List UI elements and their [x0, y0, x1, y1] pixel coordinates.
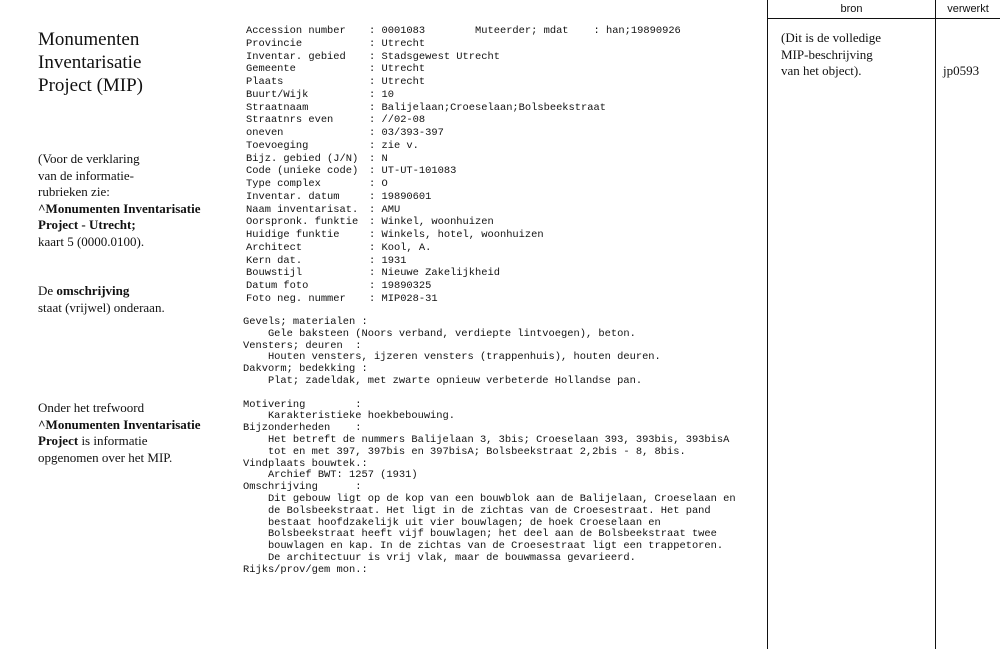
field-label: Kern dat.	[246, 254, 303, 267]
field-value: zie v.	[381, 139, 419, 152]
field-value: AMU	[381, 203, 401, 216]
section-line: Bolsbeekstraat heeft vijf bouwlagen; het deel aan de Bolsbeekstraat twee	[243, 528, 717, 541]
bron-text	[781, 30, 931, 80]
fields-block	[246, 25, 681, 306]
section-line: Omschrijving :	[243, 481, 362, 494]
field-value: 1931	[381, 254, 407, 267]
note-line: (Voor de verklaring	[38, 151, 140, 166]
field-value: //02-08	[381, 114, 426, 127]
field-row	[246, 38, 681, 51]
note-text-bold: omschrijving	[56, 283, 130, 298]
left-column	[38, 28, 238, 97]
field-label: Datum foto	[246, 280, 309, 292]
field-label: Straatnaam	[246, 101, 309, 114]
field-value: N	[381, 152, 388, 165]
section-line: Plat; zadeldak, met zwarte opnieuw verbeterde Hollandse pan.	[243, 374, 643, 387]
note-explanation	[38, 151, 238, 250]
field-separator: :	[369, 114, 382, 127]
section-line: Karakteristieke hoekbebouwing.	[243, 410, 456, 423]
field-value: Stadsgewest Utrecht	[381, 50, 500, 63]
field-value: Utrecht	[381, 76, 426, 88]
field-row	[246, 140, 681, 153]
header-divider	[767, 18, 1000, 19]
field-row	[246, 89, 681, 102]
field-value: Utrecht	[381, 37, 426, 50]
field-label: Buurt/Wijk	[246, 88, 309, 101]
field-value: 19890325	[381, 280, 432, 292]
note-trefwoord	[38, 400, 238, 466]
field-separator: :	[369, 37, 382, 50]
field-row	[246, 242, 681, 255]
section-line: Het betreft de nummers Balijelaan 3, 3bis; Croeselaan 393, 393bis, 393bisA	[243, 433, 730, 446]
field-label: Inventar. datum	[246, 190, 340, 203]
field-label: Bijz. gebied (J/N)	[246, 152, 359, 165]
section-line: Dakvorm; bedekking :	[243, 363, 368, 376]
field-row	[246, 25, 681, 38]
note-text: is informatie	[78, 433, 148, 448]
field-row	[246, 293, 681, 306]
title-line: Inventarisatie	[38, 52, 142, 73]
field-value: Winkels, hotel, woonhuizen	[381, 229, 544, 241]
note-text: De	[38, 283, 57, 298]
field-label: Type complex	[246, 178, 321, 190]
field-row	[246, 127, 681, 140]
section-line: Motivering :	[243, 398, 362, 411]
field-label: Naam inventarisat.	[246, 203, 359, 216]
note-line-bold: ^Monumenten Inventarisatie	[38, 416, 201, 432]
field-separator: :	[369, 267, 382, 280]
field-separator: :	[369, 190, 382, 203]
field-value: Winkel, woonhuizen	[381, 216, 494, 229]
field-label: Oorspronk. funktie	[246, 216, 359, 229]
section-line: de Bolsbeekstraat. Het ligt in de zichtas van de Croesestraat. Het pand	[243, 504, 711, 517]
field-row	[246, 153, 681, 166]
field-separator: :	[369, 152, 382, 165]
note-line: staat (vrijwel) onderaan.	[38, 299, 165, 315]
field-value: O	[381, 178, 388, 190]
field-separator: :	[369, 25, 382, 37]
field-row	[246, 178, 681, 191]
note-text-bold: Project	[38, 433, 79, 448]
column-divider	[767, 0, 768, 649]
field-separator: :	[369, 203, 382, 216]
field-value: 03/393-397	[381, 127, 444, 139]
field-separator: :	[369, 101, 382, 114]
bron-header: bron	[840, 3, 863, 15]
section-line: tot en met 397, 397bis en 397bisA; Bolsbeekstraat 2,2bis - 8, 8bis.	[243, 445, 686, 458]
field-value: Balijelaan;Croeselaan;Bolsbeekstraat	[381, 101, 606, 114]
section-line: Vindplaats bouwtek.:	[243, 457, 368, 470]
note-line: kaart 5 (0000.0100).	[38, 233, 145, 249]
note-omschrijving	[38, 283, 238, 316]
field-separator: :	[369, 241, 382, 254]
field-value: MIP028-31	[381, 292, 438, 305]
field-separator: :	[369, 139, 382, 152]
field-value: Nieuwe Zakelijkheid	[381, 267, 500, 280]
field-value: 10	[381, 88, 394, 101]
field-row	[246, 165, 681, 178]
section-line: Archief BWT: 1257 (1931)	[243, 469, 418, 482]
section-line: Vensters; deuren :	[243, 339, 362, 352]
note-line: van de informatie-	[38, 167, 135, 183]
field-value: 0001083 Muteerder; mdat : han;19890926	[381, 25, 681, 37]
field-separator: :	[369, 292, 382, 305]
field-value: Utrecht	[381, 63, 426, 76]
section-line: Gele baksteen (Noors verband, verdiepte lintvoegen), beton.	[243, 327, 636, 340]
field-row	[246, 267, 681, 280]
field-label: oneven	[246, 127, 284, 139]
field-value: 19890601	[381, 190, 432, 203]
document-title	[38, 28, 238, 97]
field-row	[246, 51, 681, 64]
field-row	[246, 216, 681, 229]
field-label: Accession number	[246, 25, 346, 37]
field-label: Straatnrs even	[246, 114, 334, 127]
bron-line: (Dit is de volledige	[781, 30, 882, 45]
section-line: Rijks/prov/gem mon.:	[243, 563, 368, 576]
note-line: Onder het trefwoord	[38, 400, 145, 415]
field-label: Foto neg. nummer	[246, 292, 346, 305]
field-label: Plaats	[246, 76, 284, 88]
verwerkt-text: jp0593	[943, 63, 980, 78]
field-label: Bouwstijl	[246, 267, 303, 280]
field-label: Huidige funktie	[246, 229, 340, 241]
section-line	[243, 388, 736, 400]
field-row	[246, 280, 681, 293]
field-separator: :	[369, 178, 382, 190]
field-row	[246, 102, 681, 115]
field-label: Gemeente	[246, 63, 296, 76]
field-label: Toevoeging	[246, 139, 309, 152]
field-separator: :	[369, 216, 382, 229]
sections-block	[243, 317, 736, 577]
section-line: Dit gebouw ligt op de kop van een bouwblok aan de Balijelaan, Croeselaan en	[243, 492, 736, 505]
note-line: opgenomen over het MIP.	[38, 449, 173, 465]
note-line: rubrieken zie:	[38, 184, 110, 199]
field-separator: :	[369, 254, 382, 267]
field-separator: :	[369, 50, 382, 63]
section-line: bouwlagen en kap. In de zichtas van de Croesestraat ligt een trappetoren.	[243, 540, 724, 553]
field-row	[246, 63, 681, 76]
section-line: Gevels; materialen :	[243, 316, 368, 328]
field-separator: :	[369, 229, 382, 241]
bron-line: van het object).	[781, 63, 862, 78]
field-separator: :	[369, 63, 382, 76]
bron-line: MIP-beschrijving	[781, 46, 873, 62]
field-row	[246, 114, 681, 127]
note-line-bold: Project - Utrecht;	[38, 217, 136, 232]
field-value: UT-UT-101083	[381, 165, 457, 178]
column-divider	[935, 0, 936, 649]
note-line-bold: ^Monumenten Inventarisatie	[38, 200, 201, 216]
section-line: bestaat hoofdzakelijk uit vier bouwlagen; de hoek Croeselaan en	[243, 516, 661, 529]
field-separator: :	[369, 127, 382, 139]
field-separator: :	[369, 88, 382, 101]
field-value: Kool, A.	[381, 241, 432, 254]
field-separator: :	[369, 280, 382, 292]
verwerkt-header: verwerkt	[947, 3, 989, 15]
field-row	[246, 229, 681, 242]
field-label: Inventar. gebied	[246, 50, 346, 63]
field-separator: :	[369, 165, 382, 178]
title-line: Monumenten	[38, 29, 140, 50]
field-row	[246, 255, 681, 268]
field-label: Architect	[246, 241, 303, 254]
field-label: Code (unieke code)	[246, 165, 359, 178]
field-row	[246, 204, 681, 217]
field-row	[246, 76, 681, 89]
title-line: Project (MIP)	[38, 75, 144, 96]
section-line: De architectuur is vrij vlak, maar de bouwmassa gevarieerd.	[243, 551, 636, 564]
section-line: Houten vensters, ijzeren vensters (trappenhuis), houten deuren.	[243, 351, 661, 364]
field-label: Provincie	[246, 37, 303, 50]
field-row	[246, 191, 681, 204]
section-line: Bijzonderheden :	[243, 422, 362, 435]
field-separator: :	[369, 76, 382, 88]
